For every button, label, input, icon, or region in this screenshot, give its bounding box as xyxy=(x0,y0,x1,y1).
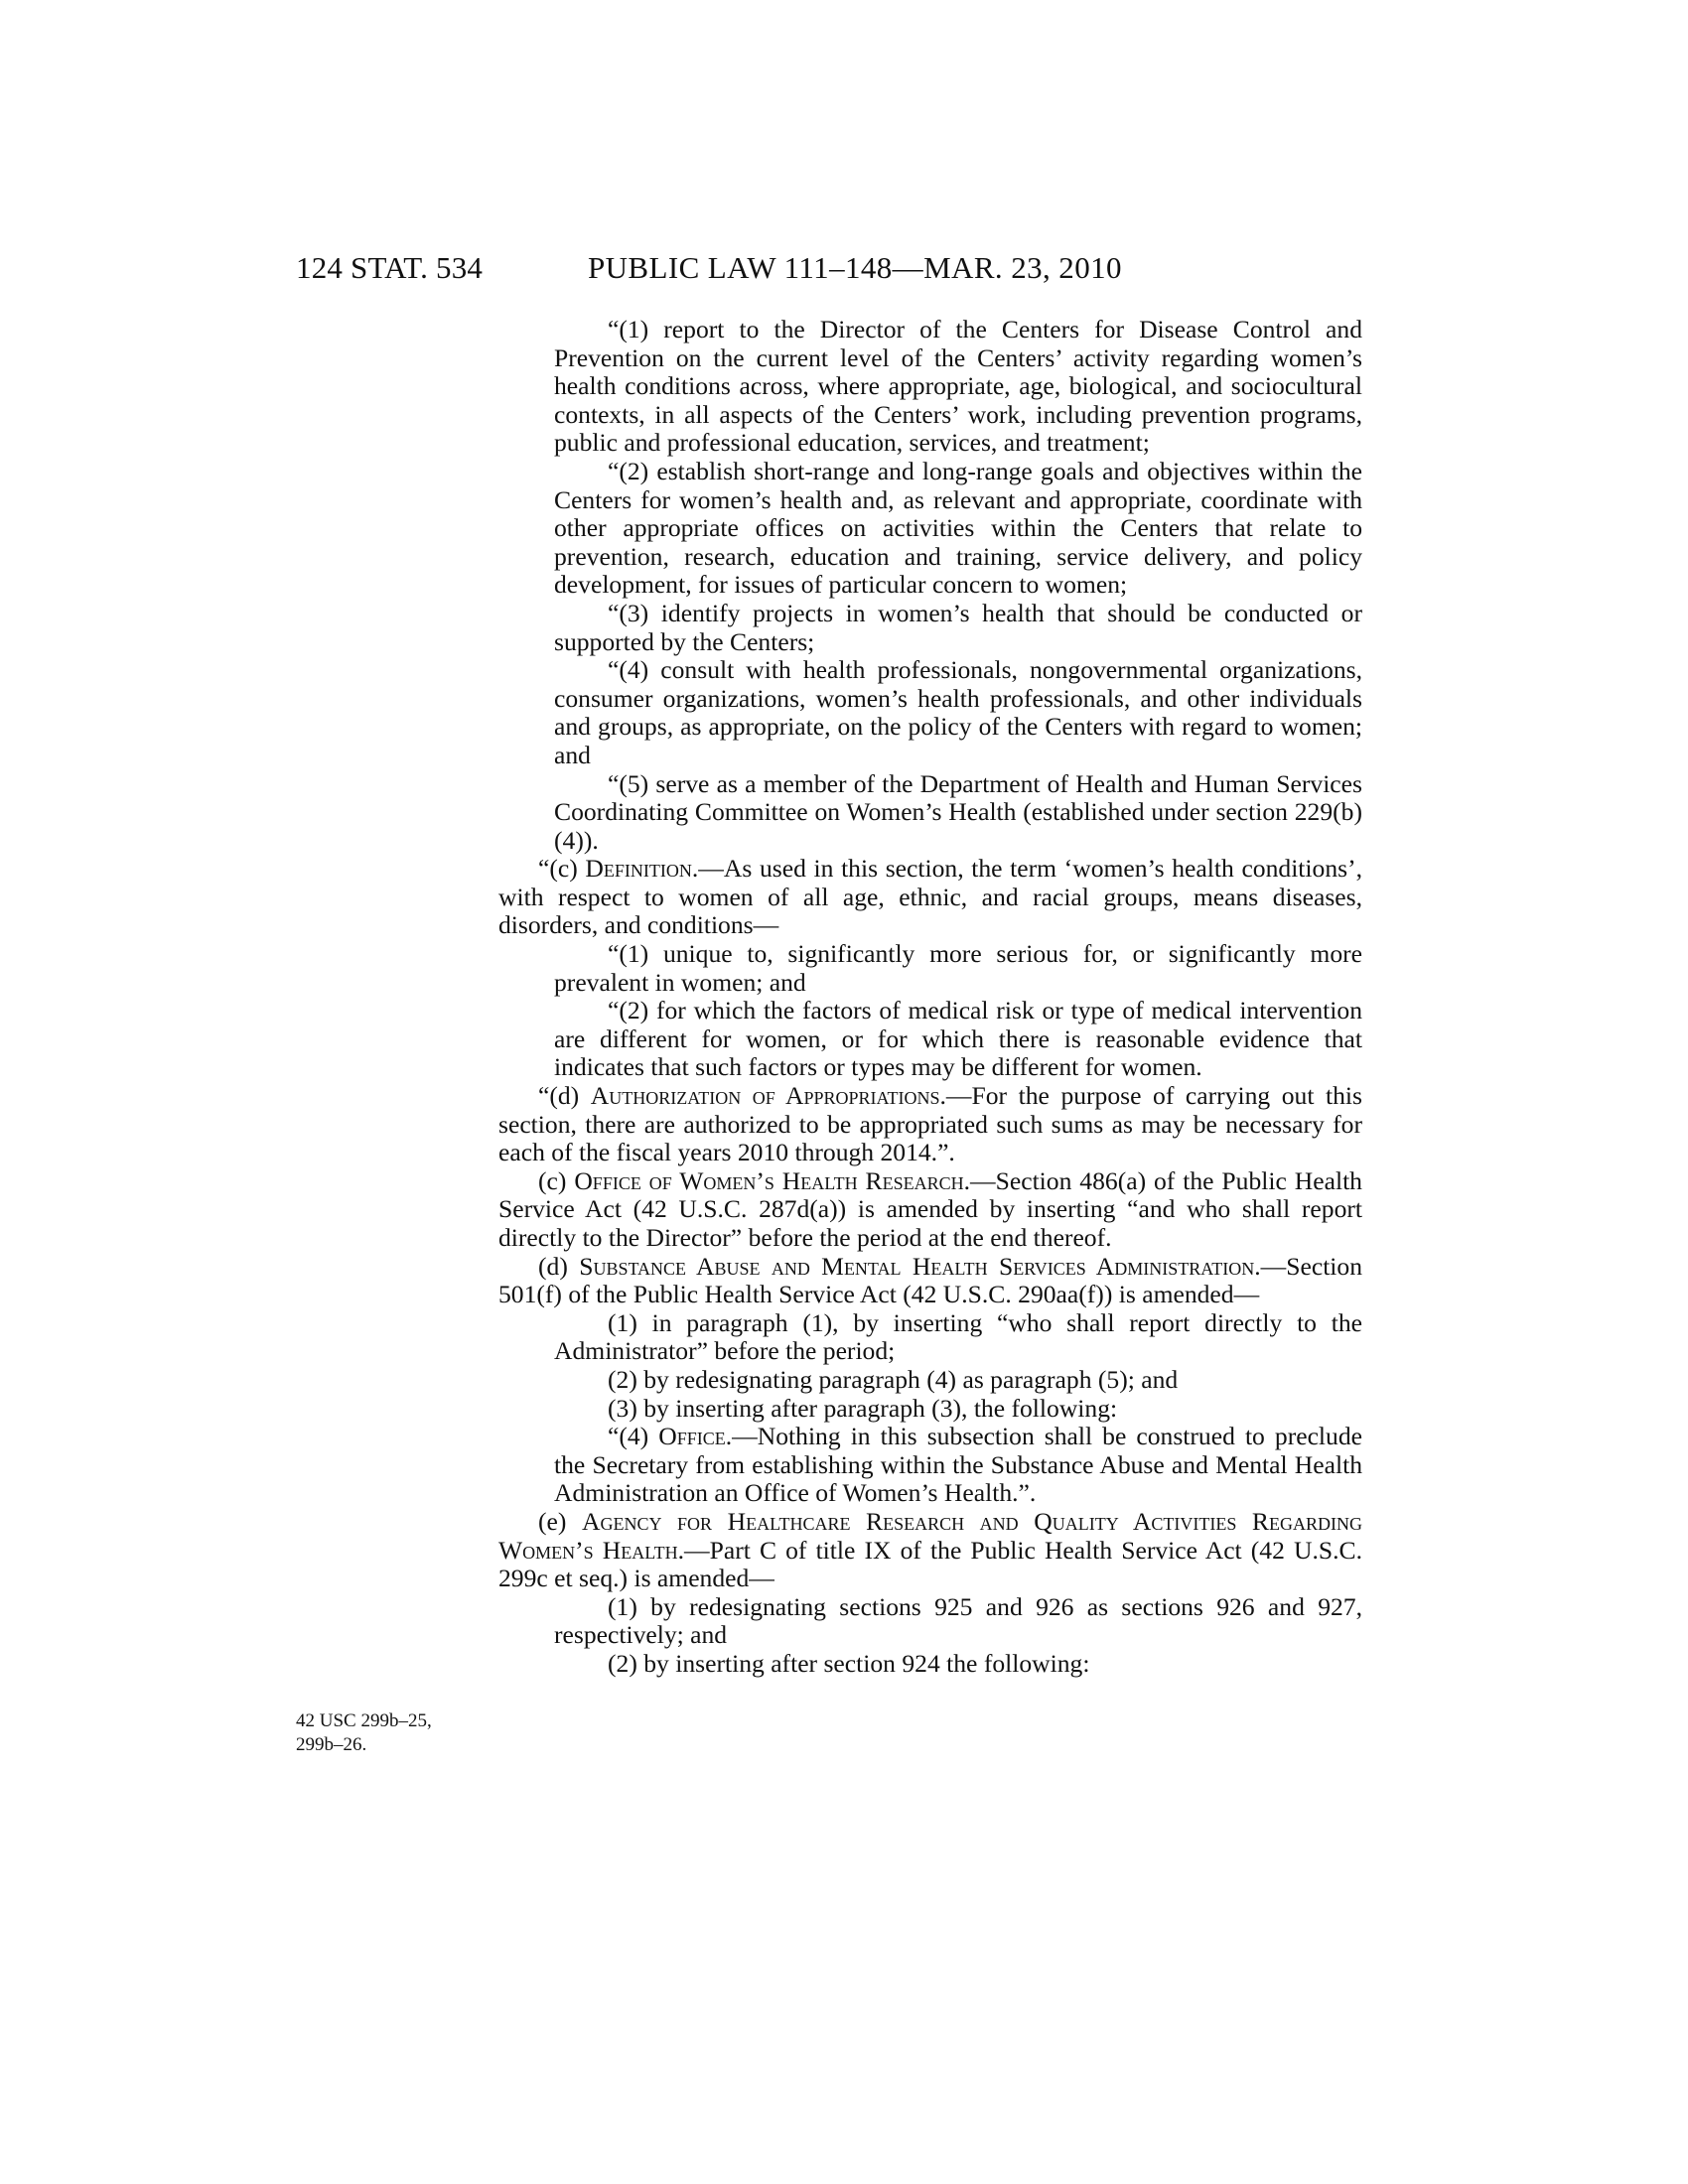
section-d-paragraph-2: (2) by redesignating paragraph (4) as paragraph (5); and xyxy=(608,1364,1179,1394)
section-e-paragraph-2: (2) by inserting after section 924 the following: xyxy=(608,1648,1090,1678)
section-e-paragraph-1: (1) by redesignating sections 925 and 926 as sections 926 and 927, respectively; and xyxy=(554,1591,1362,1650)
paragraph-2-goals: “(2) establish short-range and long-range goals and objectives within the Centers for women’s health and, as relevant and appropriate, coordinate with other appropriate offices on activities within the Centers that relate to prevention, research, education and training, service delivery, and policy development, for issues of particular concern to women; xyxy=(554,456,1362,600)
section-c-office-womens-health-research xyxy=(498,1167,1362,1253)
subsection-d-heading: Authorization of Appropriations xyxy=(590,1081,940,1111)
running-header-title: PUBLIC LAW 111–148—MAR. 23, 2010 xyxy=(588,250,1122,285)
subsection-c-lead: “(c) xyxy=(538,854,586,884)
definition-paragraph-2: “(2) for which the factors of medical risk or type of medical intervention are different for women, or for which there is reasonable evidence that indicates that such factors or types may be different for women. xyxy=(554,996,1362,1082)
section-c-heading: Office of Women’s Health Research xyxy=(574,1165,964,1195)
section-d-samhsa xyxy=(498,1253,1362,1309)
office-text: .—Nothing in this subsection shall be construed to preclude the Secretary from establishing within the Substance Abuse and Mental Health Administration an Office of Women’s Health.”. xyxy=(554,1422,1363,1508)
section-e-text: .—Part C of title IX of the Public Health Service Act (42 U.S.C. 299c et seq.) is amended— xyxy=(498,1535,1362,1593)
page-reference: 124 STAT. 534 xyxy=(296,250,484,285)
section-c-lead: (c) xyxy=(538,1165,575,1195)
subsection-d-text: .—For the purpose of carrying out this section, there are authorized to be appropriated such sums as may be necessary for each of the fiscal years 2010 through 2014.”. xyxy=(498,1081,1362,1167)
section-d-paragraph-3: (3) by inserting after paragraph (3), the following: xyxy=(608,1393,1118,1423)
subsection-d-authorization xyxy=(498,1082,1362,1167)
section-d-lead: (d) xyxy=(538,1251,580,1281)
margin-note-line-1: 42 USC 299b–25, xyxy=(296,1710,432,1731)
office-heading: Office xyxy=(658,1422,726,1451)
subsection-c-heading: Definition xyxy=(585,854,692,884)
statute-body-text xyxy=(498,316,1362,1679)
margin-note-line-2: 299b–26. xyxy=(296,1734,367,1755)
section-d-text: .—Section 501(f) of the Public Health Service Act (42 U.S.C. 290aa(f)) is amended— xyxy=(498,1251,1363,1309)
paragraph-3-projects: “(3) identify projects in women’s health that should be conducted or supported by the Centers; xyxy=(554,598,1362,656)
definition-paragraph-1: “(1) unique to, significantly more serious for, or significantly more prevalent in women; and xyxy=(554,939,1362,997)
section-e-ahrq xyxy=(498,1508,1362,1593)
margin-citation-note xyxy=(296,1709,475,1757)
section-d-paragraph-1: (1) in paragraph (1), by inserting “who shall report directly to the Administrator” before the period; xyxy=(554,1307,1362,1366)
subsection-c-definition xyxy=(498,855,1362,940)
paragraph-4-consult: “(4) consult with health professionals, nongovernmental organizations, consumer organizations, women’s health professionals, and other individuals and groups, as appropriate, on the policy of the Centers with regard to women; and xyxy=(554,655,1362,769)
section-e-heading: Agency for Healthcare Research and Quality Activities Regarding Women’s Health xyxy=(498,1506,1362,1565)
subsection-d-lead: “(d) xyxy=(538,1081,591,1111)
section-d-office-paragraph xyxy=(554,1423,1362,1508)
office-lead: “(4) xyxy=(608,1422,659,1451)
paragraph-5-serve: “(5) serve as a member of the Department of Health and Human Services Coordinating Committee on Women’s Health (established under section 229(b)(4)). xyxy=(554,768,1362,855)
section-e-lead: (e) xyxy=(538,1506,582,1536)
subsection-c-text: .—As used in this section, the term ‘women’s health conditions’, with respect to women of all age, ethnic, and racial groups, means diseases, disorders, and conditions— xyxy=(498,854,1362,940)
section-c-text: .—Section 486(a) of the Public Health Service Act (42 U.S.C. 287d(a)) is amended by inserting “and who shall report directly to the Director” before the period at the end thereof. xyxy=(498,1165,1362,1252)
paragraph-1-report: “(1) report to the Director of the Centers for Disease Control and Prevention on the current level of the Centers’ activity regarding women’s health conditions across, where appropriate, age, biological, and sociocultural contexts, in all aspects of the Centers’ work, including prevention programs, public and professional education, services, and treatment; xyxy=(554,315,1362,458)
section-d-heading: Substance Abuse and Mental Health Services Administration xyxy=(579,1251,1255,1281)
